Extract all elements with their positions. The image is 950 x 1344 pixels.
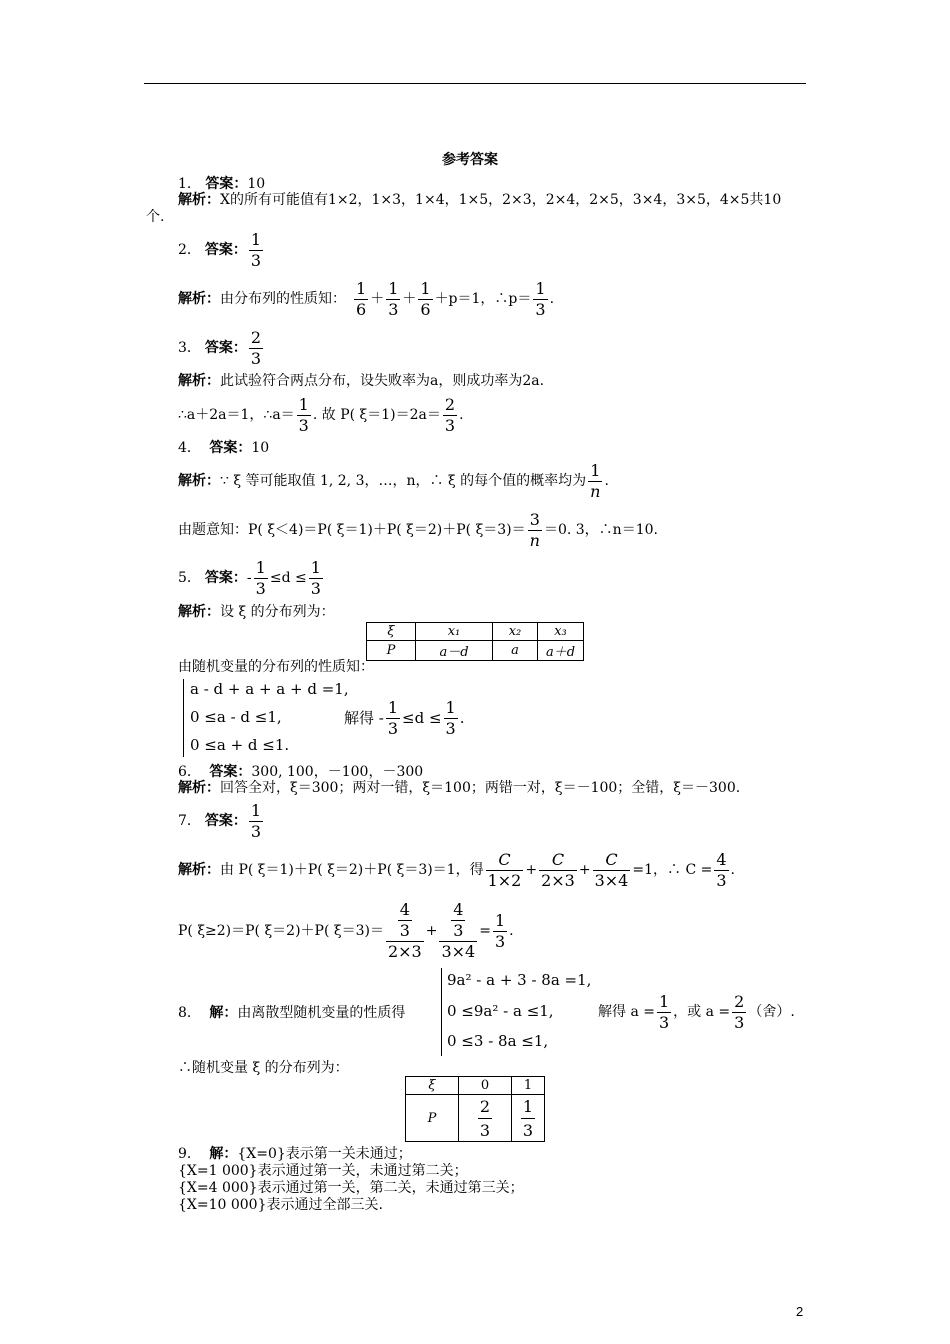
table-row [367,641,584,661]
q8-system-eq-3: 0 ≤3 - 8a ≤1, [447,1032,549,1050]
q5-system-eq-3: 0 ≤a + d ≤1. [190,736,290,754]
q7-answer-line [178,800,265,842]
q4-answer-line [178,441,269,455]
q8-result-b: ，或 a = [673,1004,731,1020]
q4-derivation-line [178,508,658,552]
q4-label: 4． [178,440,201,456]
q9-line-2: {X=1 000}表示通过第一关，未通过第二关； [178,1163,468,1179]
table-cell: a＋d [538,641,584,661]
q8-text: 由离散型随机变量的性质得 [237,1005,406,1021]
q7-compound-1-mid: 3 [399,921,410,940]
q3-analysis-key: 解析： [178,373,220,389]
q5-solution-b: ≤d ≤ [402,708,442,727]
q6-analysis-line [178,781,740,795]
q3-label: 3． [178,340,201,356]
q1-analysis-text: X的所有可能值有1×2，1×3，1×4，1×5，2×3，2×4，2×5，3×4，3×5，4×5共10 [220,192,782,208]
q2-fraction-2: $\frac{1}{3}$ [388,278,399,319]
q3-answer-line [178,328,265,368]
table-cell: 1 [512,1077,545,1095]
q7-answer-fraction: $\frac{1}{3}$ [250,800,262,841]
q6-answer: 300, 100，－100，－300 [251,764,424,780]
q3-answer-key: 答案： [204,340,247,356]
q7-compound-1-den: 2×3 [387,942,422,961]
q5-label: 5． [178,570,201,586]
table-row [367,623,584,641]
q5-answer-key: 答案： [204,570,247,586]
q8-system-eq-2: 0 ≤9a² - a ≤1, [447,1002,554,1020]
q7-final-fraction: $\frac{1}{3}$ [494,910,506,951]
q2-middle: ＋p＝1，∴p＝ [434,291,532,307]
q9-solve-key: 解： [209,1146,238,1162]
q2-answer-line [178,230,265,270]
q7-analysis-text: 由 P( ξ＝1)＋P( ξ＝2)＋P( ξ＝3)＝1，得 [220,862,484,878]
q6-answer-key: 答案： [209,764,252,780]
q7-plus-1: + [525,862,538,878]
table-cell: ξ [367,623,416,641]
q2-fraction-3: $\frac{1}{6}$ [420,278,431,319]
q9-line-1-text: {X=0}表示第一关未通过； [237,1146,412,1162]
q4-analysis-text: ∵ ξ 等可能取值 1, 2, 3，…，n，∴ ξ 的每个值的概率均为 [220,473,587,489]
q4-analysis-key: 解析： [178,473,220,489]
table-cell: ξ [406,1077,459,1095]
q4-answer: 10 [251,440,270,456]
q2-analysis-key: 解析： [178,291,220,307]
q1-answer-key: 答案： [205,176,248,192]
q4-fraction: $\frac{1}{n}$ [590,460,601,501]
q7-fraction-2: $\frac{C}{2\times 3}$ [541,849,575,890]
page-title: 参考答案 [442,152,498,168]
q4-derivation-fraction: $\frac{3}{n}$ [529,509,540,550]
q5-analysis-text: 设 ξ 的分布列为： [220,604,335,620]
q7-compound-2-mid: 3 [453,921,464,940]
q5-answer-minus: - [246,570,252,586]
q7-analysis-line [178,848,735,892]
q2-answer-key: 答案： [204,242,247,258]
q7-compound-fraction-2 [439,902,477,960]
q8-result-fraction-2: $\frac{2}{3}$ [734,991,745,1032]
q2-label: 2． [178,242,201,258]
q8-intro-line [178,1006,405,1020]
q3-answer-fraction: $\frac{2}{3}$ [250,327,262,368]
q7-fraction-1: $\frac{C}{1\times 2}$ [487,849,522,890]
q8-system-eq-1: 9a² - a + 3 - 8a =1, [447,971,592,989]
q4-answer-key: 答案： [209,440,252,456]
q8-distribution-table [405,1076,545,1142]
q9-line-1 [178,1147,412,1161]
q7-equals: = [479,923,491,939]
q3-derivation-line [178,393,464,437]
q7-result-fraction: $\frac{4}{3}$ [716,849,727,890]
q7-label: 7． [178,813,201,829]
q7-end-2: . [509,923,514,939]
q9-line-4: {X=10 000}表示通过全部三关. [178,1197,383,1213]
q5-solution [344,697,465,739]
q3-derivation-fraction-2: $\frac{2}{3}$ [444,394,456,435]
q5-answer-inequality: ≤d ≤ [269,570,307,586]
q8-result-fraction-1: $\frac{1}{3}$ [658,991,670,1032]
q8-table-fraction-1: $\frac{2}{3}$ [479,1096,491,1140]
q7-answer-key: 答案： [204,813,247,829]
q3-analysis-text: 此试验符合两点分布，设失败率为a，则成功率为2a. [220,373,545,389]
q7-fraction-3: $\frac{C}{3\times 4}$ [594,849,629,890]
q1-analysis-key: 解析： [178,192,220,208]
q5-solution-fraction-2: $\frac{1}{3}$ [445,697,456,738]
q9-line-3: {X=4 000}表示通过第一关，第二关，未通过第三关； [178,1180,524,1196]
table-cell: x₁ [416,623,493,641]
q7-compound-2-den: 3×4 [441,942,476,961]
q5-system-eq-2: 0 ≤a - d ≤1, [190,708,282,726]
q7-analysis-key: 解析： [178,862,220,878]
q1-analysis-continuation: 个. [146,209,165,225]
q2-answer-fraction: $\frac{1}{3}$ [250,229,262,270]
q4-derivation-a: 由题意知：P( ξ＜4)＝P( ξ＝1)＋P( ξ＝2)＋P( ξ＝3)＝ [178,522,526,538]
q7-compound-fraction-1 [386,902,424,960]
q7-compound-1-top: 4 [399,900,410,919]
table-cell: 0 [459,1077,512,1095]
q4-derivation-b: ＝0. 3，∴n＝10. [543,522,658,538]
table-cell: a [493,641,538,661]
q2-plus-2: ＋ [402,291,417,307]
q7-derivation-a: P( ξ≥2)＝P( ξ＝2)＋P( ξ＝3)＝ [178,923,384,939]
q6-answer-line [178,765,423,779]
q3-derivation-a: ∴a＋2a＝1，∴a＝ [178,407,295,423]
q7-derivation-line [178,898,514,964]
q7-end: . [730,862,735,878]
q1-answer: 10 [247,176,266,192]
q8-result [598,990,795,1034]
q4-end: . [604,473,609,489]
table-row [406,1095,545,1142]
q6-analysis-text: 回答全对，ξ＝300；两对一错，ξ＝100；两错一对，ξ＝－100；全错，ξ＝－300. [220,780,741,796]
table-cell: P [367,641,416,661]
q4-analysis-line [178,460,609,502]
q8-label: 8． [178,1005,201,1021]
q3-analysis-line [178,374,544,388]
q8-result-a: 解得 a = [598,1004,655,1020]
table-cell: x₂ [493,623,538,641]
q1-analysis-line [178,193,781,207]
q1-answer-line [178,177,265,191]
q5-answer-fraction-2: $\frac{1}{3}$ [310,557,321,598]
table-cell [459,1095,512,1142]
q3-derivation-c: . [459,407,464,423]
q3-derivation-b: . 故 P( ξ＝1)＝2a＝ [312,407,441,423]
q7-plus-3: + [425,923,438,939]
q5-solution-fraction-1: $\frac{1}{3}$ [387,697,399,738]
q2-analysis-line [178,279,554,319]
q2-plus-1: ＋ [370,291,385,307]
q2-analysis-text: 由分布列的性质知： [220,291,346,307]
q7-compound-2-top: 4 [453,900,464,919]
q5-property-line: 由随机变量的分布列的性质知： [178,659,374,675]
table-cell [512,1095,545,1142]
q5-analysis-key: 解析： [178,604,220,620]
q7-plus-2: + [578,862,591,878]
q8-table-fraction-2: $\frac{1}{3}$ [522,1096,534,1140]
table-row [406,1077,545,1095]
q6-analysis-key: 解析： [178,780,220,796]
q7-middle: =1，∴ C = [632,862,713,878]
table-cell: a－d [416,641,493,661]
q5-solution-c: . [459,708,465,727]
q5-solution-a: 解得 - [344,708,384,727]
q5-answer-line [178,557,325,599]
q2-result-fraction: $\frac{1}{3}$ [535,278,546,319]
q1-label: 1． [178,176,201,192]
table-cell: P [406,1095,459,1142]
table-cell: x₃ [538,623,584,641]
q6-label: 6． [178,764,201,780]
q9-label: 9． [178,1146,201,1162]
q2-end: . [549,291,555,307]
q8-system-brace [441,968,442,1056]
q5-distribution-table [366,622,584,661]
q5-answer-fraction-1: $\frac{1}{3}$ [255,557,266,598]
q5-system-brace [183,679,184,757]
page-number: 2 [796,1304,804,1319]
q5-system-eq-1: a - d + a + a + d =1, [190,680,349,698]
q8-solve-key: 解： [209,1005,238,1021]
q3-derivation-fraction-1: $\frac{1}{3}$ [298,394,309,435]
q8-result-c: （舍）. [748,1004,795,1020]
q5-analysis-line [178,605,335,619]
q2-fraction-1: $\frac{1}{6}$ [356,278,367,319]
header-rule [144,83,806,84]
q8-distribution-line: ∴随机变量 ξ 的分布列为： [178,1060,349,1076]
